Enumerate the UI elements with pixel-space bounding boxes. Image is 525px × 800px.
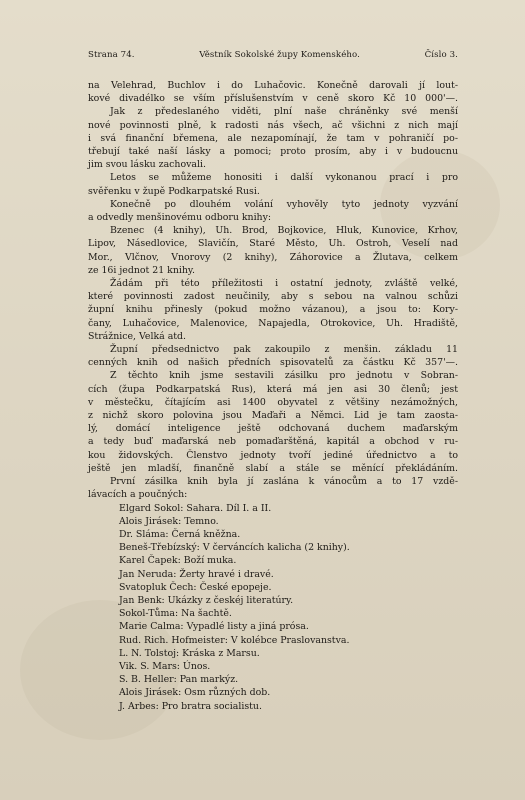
- book-list-item: Beneš-Třebízský: V červáncích kalicha (2 knihy).: [119, 542, 350, 554]
- book-list-item: Alois Jirásek: Temno.: [119, 515, 219, 527]
- text-line: svěřenku v župě Podkarpatské Rusi.: [88, 185, 260, 197]
- book-list-item: Karel Čapek: Boží muka.: [119, 555, 237, 567]
- book-list-item: Alois Jirásek: Osm různých dob.: [119, 687, 271, 699]
- text-line: kové divadélko se vším příslušenstvím v ceně skoro Kč 10 000'—.: [88, 93, 458, 105]
- text-line: cenných knih od našich předních spisovatelů za částku Kč 357'—.: [88, 357, 458, 369]
- journal-title: Věstník Sokolské župy Komenského.: [199, 50, 361, 60]
- book-list-item: Dr. Sláma: Černá kněžna.: [119, 528, 241, 540]
- text-line: Jak z předeslaného viděti, plní naše chráněnky své menší: [110, 106, 458, 118]
- text-line: a tedy buď maďarská neb pomaďarštěná, kapitál a obchod v ru-: [88, 436, 458, 448]
- book-list-item: L. N. Tolstoj: Kráska z Marsu.: [119, 647, 260, 659]
- text-line: ze 16i jednot 21 knihy.: [88, 264, 195, 276]
- text-line: jim svou lásku zachovali.: [88, 159, 206, 171]
- text-line: lávacích a poučných:: [88, 489, 188, 501]
- book-list-item: Jan Neruda: Žerty hravé i dravé.: [119, 568, 274, 580]
- text-line: které povinnosti zadost neučinily, aby s sebou na valnou schůzi: [88, 291, 458, 303]
- book-list-item: Svatopluk Čech: České epopeje.: [119, 581, 272, 593]
- text-line: Z těchto knih jsme sestavili zásilku pro jednotu v Sobran-: [110, 370, 458, 382]
- text-line: Letos se můžeme honositi i další vykonanou prací i pro: [110, 172, 458, 184]
- text-line: z nichž skoro polovina jsou Maďaři a Němci. Lid je tam zaosta-: [88, 410, 458, 422]
- text-line: ještě jen mladší, finančně slabí a stále se měnící překládáním.: [88, 462, 458, 474]
- text-line: Lipov, Násedlovice, Slavičín, Staré Město, Uh. Ostroh, Veselí nad: [88, 238, 458, 250]
- text-line: Mor., Vlčnov, Vnorovy (2 knihy), Záhorovice a Žlutava, celkem: [88, 251, 458, 263]
- text-line: První zásilka knih byla jí zaslána k vánocům a to 17 vzdě-: [110, 476, 458, 488]
- text-line: Bzenec (4 knihy), Uh. Brod, Bojkovice, Hluk, Kunovice, Krhov,: [110, 225, 458, 237]
- text-line: Župní předsednictvo pak zakoupilo z menšin. základu 11: [110, 344, 458, 356]
- text-line: i svá finanční břemena, ale nezapomínají, že tam v pohraničí po-: [88, 132, 458, 144]
- text-line: v městečku, čítajícím asi 1400 obyvatel z většiny nezámožných,: [88, 396, 458, 408]
- text-line: cích (župa Podkarpatská Rus), která má jen asi 30 členů; jest: [88, 383, 458, 395]
- text-line: třebují také naší lásky a pomoci; proto prosím, aby i v budoucnu: [88, 146, 458, 158]
- book-list-item: Elgard Sokol: Sahara. Díl I. a II.: [119, 502, 272, 514]
- text-line: čany, Luhačovice, Malenovice, Napajedla, Otrokovice, Uh. Hradiště,: [88, 317, 458, 329]
- book-list-item: Marie Calma: Vypadlé listy a jiná prósa.: [119, 621, 309, 633]
- text-line: lý, domácí inteligence ještě odchovaná duchem maďarským: [88, 423, 458, 435]
- issue-number: Číslo 3.: [424, 50, 458, 60]
- text-line: a odvedly menšinovému odboru knihy:: [88, 212, 272, 224]
- book-list-item: Rud. Rich. Hofmeister: V kolébce Praslovanstva.: [119, 634, 350, 646]
- text-line: nové povinnosti plně, k radosti nás všech, ač všichni z nich mají: [88, 119, 458, 131]
- text-line: na Velehrad, Buchlov i do Luhačovic. Konečně darovali jí lout-: [88, 80, 458, 91]
- book-list-item: Jan Benk: Ukázky z českéj literatúry.: [119, 594, 294, 606]
- article-body: [88, 79, 458, 713]
- book-list-item: Vik. S. Mars: Únos.: [119, 660, 211, 672]
- page-header: [88, 50, 458, 60]
- text-line: župní knihu přinesly (pokud možno vázanou), a jsou to: Kory-: [88, 304, 458, 316]
- page-number: Strana 74.: [88, 50, 135, 60]
- book-list-item: Sokol-Tůma: Na šachtě.: [119, 608, 232, 620]
- book-list-item: J. Arbes: Pro bratra socialistu.: [119, 700, 262, 712]
- text-line: kou židovských. Členstvo jednoty tvoří jediné úřednictvo a to: [88, 449, 458, 461]
- book-list-item: S. B. Heller: Pan markýz.: [119, 674, 239, 686]
- text-line: Strážnice, Velká atd.: [88, 330, 187, 342]
- text-line: Žádám při této příležitosti i ostatní jednoty, zvláště velké,: [110, 278, 458, 290]
- text-line: Konečně po dlouhém volání vyhověly tyto jednoty vyzvání: [110, 198, 458, 210]
